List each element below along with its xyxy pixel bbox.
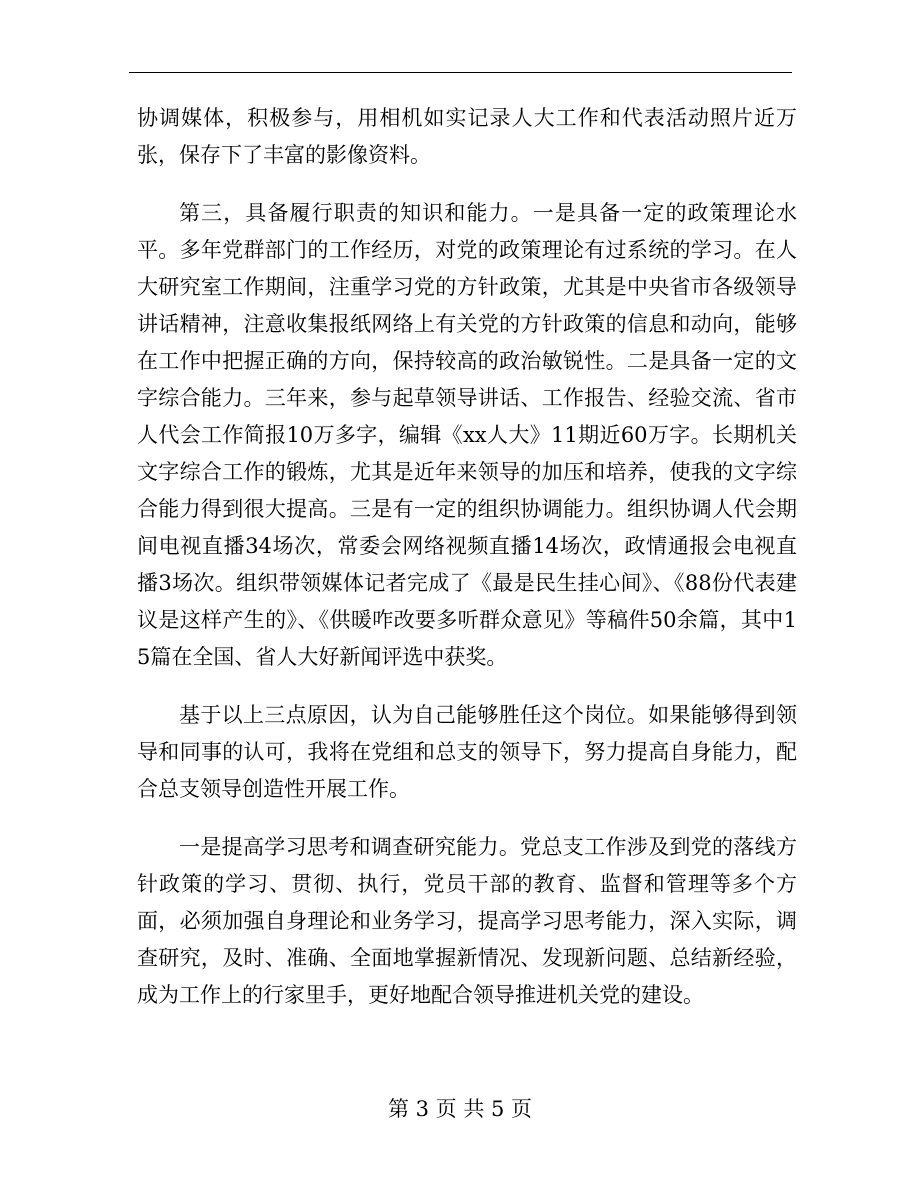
page-number-footer: 第 3 页 共 5 页 — [387, 1097, 533, 1121]
paragraph-third-qualification: 第三，具备履行职责的知识和能力。一是具备一定的政策理论水平。多年党群部门的工作经历，对党的政策理论有过系统的学习。在人大研究室工作期间，注重学习党的方针政策，尤其是中央省市各级领导讲话精神，注意收集报纸网络上有关党的方针政策的信息和动向，能够在工作中把握正确的方向，保持较高的政治敏锐性。二是具备一定的文字综合能力。三年来，参与起草领导讲话、工作报告、经验交流、省市人代会工作简报10万多字，编辑《xx人大》11期近60万字。长期机关文字综合工作的锻炼，尤其是近年来领导的加压和培养，使我的文字综合能力得到很大提高。三是有一定的组织协调能力。组织协调人代会期间电视直播34场次，常委会网络视频直播14场次，政情通报会电视直播3场次。组织带领媒体记者完成了《最是民生挂心间》、《88份代表建议是这样产生的》、《供暖咋改要多听群众意见》等稿件50余篇，其中15篇在全国、省人大好新闻评选中获奖。 — [137, 201, 797, 669]
header-rule — [129, 72, 792, 73]
paragraph-conclusion: 基于以上三点原因，认为自己能够胜任这个岗位。如果能够得到领导和同事的认可，我将在党组和总支的领导下，努力提高自身能力，配合总支领导创造性开展工作。 — [137, 703, 797, 801]
paragraph-plan-one: 一是提高学习思考和调查研究能力。党总支工作涉及到党的落线方针政策的学习、贯彻、执行，党员干部的教育、监督和管理等多个方面，必须加强自身理论和业务学习，提高学习思考能力，深入实际，调查研究，及时、准确、全面地掌握新情况、发现新问题、总结新经验，成为工作上的行家里手，更好地配合领导推进机关党的建设。 — [137, 835, 797, 1007]
document-body — [137, 100, 797, 1035]
paragraph-continuation: 协调媒体，积极参与，用相机如实记录人大工作和代表活动照片近万张，保存下了丰富的影像资料。 — [137, 106, 797, 167]
